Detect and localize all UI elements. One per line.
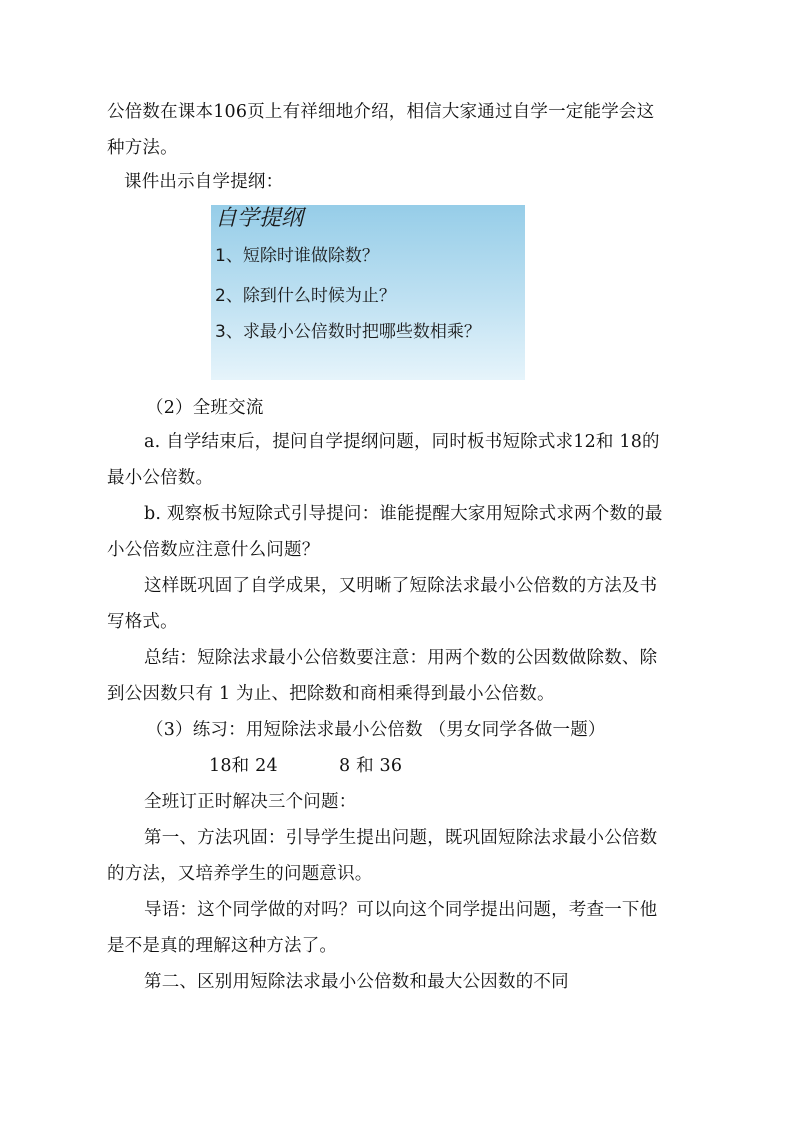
paragraph-line: 全班订正时解决三个问题： <box>144 792 357 812</box>
exercise-item: 18和 24 <box>209 756 278 776</box>
exercise-item: 8 和 36 <box>339 756 403 776</box>
paragraph-line: 这样既巩固了自学成果，又明晰了短除法求最小公倍数的方法及书 <box>144 576 658 596</box>
paragraph-line: b. 观察板书短除式引导提问：谁能提醒大家用短除式求两个数的最 <box>144 504 663 524</box>
slide-item: 2、除到什么时候为止？ <box>215 286 396 306</box>
paragraph-line: 的方法，又培养学生的问题意识。 <box>107 864 373 884</box>
paragraph-line: 第二、区别用短除法求最小公倍数和最大公因数的不同 <box>144 972 569 992</box>
paragraph-line: 是不是真的理解这种方法了。 <box>107 936 338 956</box>
slide-item: 1、短除时谁做除数？ <box>215 246 379 266</box>
slide-title: 自学提纲 <box>215 206 304 231</box>
paragraph-line: 小公倍数应注意什么问题？ <box>107 540 320 560</box>
paragraph-line: 课件出示自学提纲： <box>124 172 284 192</box>
paragraph-line: （2）全班交流 <box>146 398 264 418</box>
paragraph-line: a. 自学结束后，提问自学提纲问题，同时板书短除式求12和 18的 <box>144 432 660 452</box>
paragraph-line: （3）练习：用短除法求最小公倍数 （男女同学各做一题） <box>146 720 606 740</box>
paragraph-line: 公倍数在课本106页上有祥细地介绍，相信大家通过自学一定能学会这 <box>107 102 655 122</box>
paragraph-line: 导语：这个同学做的对吗？可以向这个同学提出问题，考查一下他 <box>144 900 658 920</box>
slide-item: 3、求最小公倍数时把哪些数相乘？ <box>215 322 481 342</box>
courseware-slide-image <box>211 205 525 380</box>
paragraph-line: 最小公倍数。 <box>107 468 214 488</box>
paragraph-line: 写格式。 <box>107 612 178 632</box>
paragraph-line: 种方法。 <box>107 138 178 158</box>
paragraph-line: 第一、方法巩固：引导学生提出问题，既巩固短除法求最小公倍数 <box>144 828 658 848</box>
paragraph-line: 到公因数只有 1 为止、把除数和商相乘得到最小公倍数。 <box>107 684 555 704</box>
paragraph-line: 总结：短除法求最小公倍数要注意：用两个数的公因数做除数、除 <box>144 648 658 668</box>
